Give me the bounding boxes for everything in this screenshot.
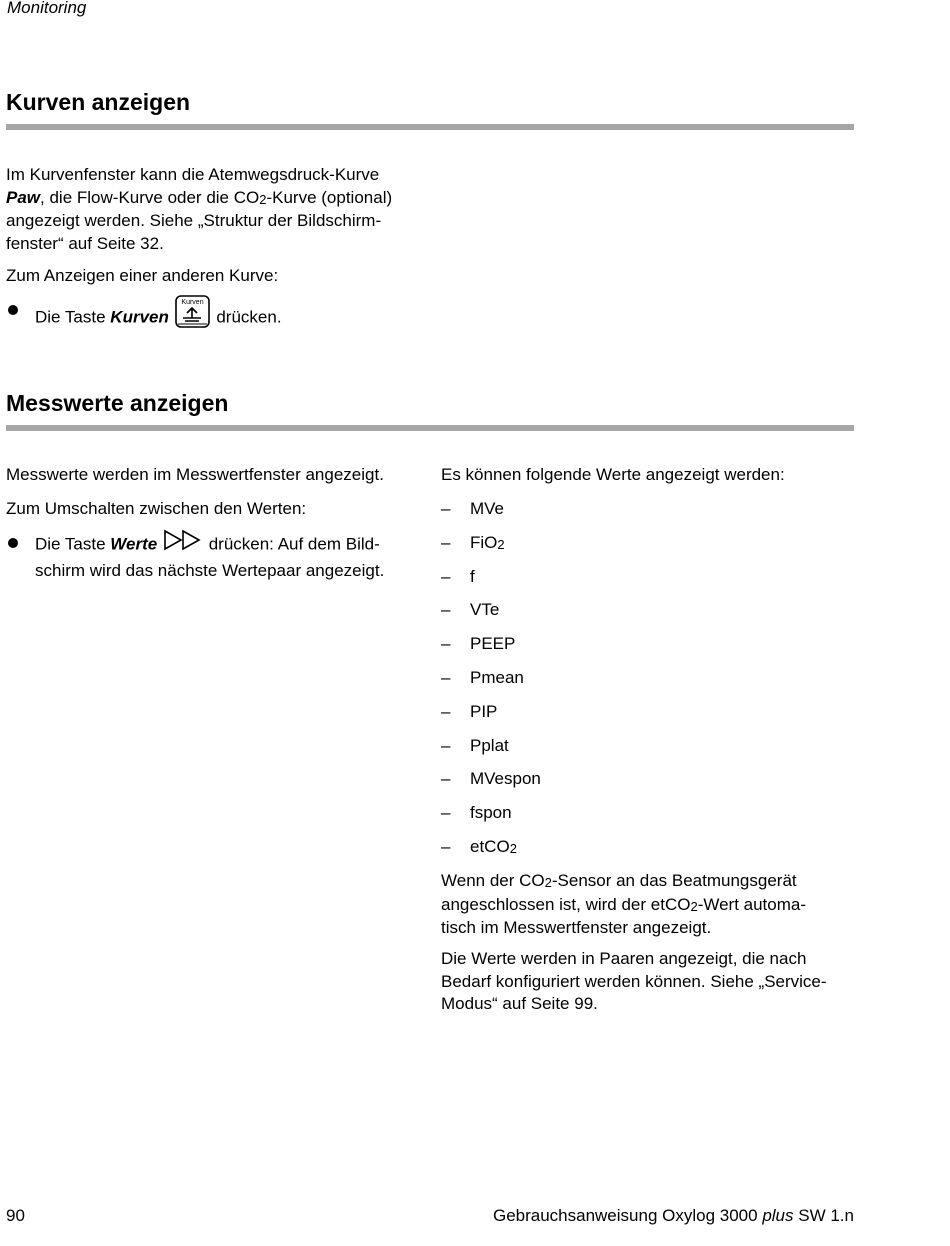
messwerte-right-p2 — [441, 870, 861, 940]
subscript: 2 — [544, 875, 552, 890]
value-list-item — [441, 633, 515, 655]
messwerte-bullet — [35, 531, 435, 582]
text-line: tisch im Messwertfenster angezeigt. — [441, 918, 712, 937]
value-name: PEEP — [470, 634, 516, 654]
text-fragment: , die Flow-Kurve oder die CO — [40, 187, 260, 207]
heading-rule — [6, 425, 854, 431]
value-name: etCO — [470, 837, 510, 856]
kurven-paragraph-2: Zum Anzeigen einer anderen Kurve: — [6, 266, 279, 285]
key-name-kurven: Kurven — [110, 307, 169, 327]
text-line — [441, 894, 861, 918]
section-label: Monitoring — [7, 0, 87, 17]
text-line: Im Kurvenfenster kann die Atemwegsdruck-Kurve — [6, 165, 380, 184]
subscript: 2 — [259, 191, 267, 207]
list-dash: – — [441, 532, 451, 552]
heading-messwerte: Messwerte anzeigen — [6, 390, 229, 416]
text-fragment: plus — [762, 1206, 794, 1225]
value-name: Pplat — [470, 735, 509, 755]
page-number: 90 — [6, 1206, 25, 1225]
value-name: FiO — [470, 532, 498, 552]
value-name: f — [470, 566, 475, 586]
value-name: VTe — [470, 600, 500, 620]
text-line: Die Werte werden in Paaren angezeigt, die nach — [441, 949, 807, 968]
subscript: 2 — [509, 841, 517, 856]
key-name-werte: Werte — [110, 534, 158, 554]
document-title — [493, 1206, 854, 1226]
paw-term: Paw — [6, 187, 41, 207]
text-line: fenster“ auf Seite 32. — [6, 233, 164, 253]
heading-kurven: Kurven anzeigen — [6, 89, 191, 115]
subscript: 2 — [497, 536, 505, 552]
list-dash: – — [441, 735, 451, 755]
list-dash: – — [441, 499, 451, 518]
kurven-key-label: Kurven — [181, 299, 204, 306]
messwerte-left-p2: Zum Umschalten zwischen den Werten: — [6, 499, 307, 518]
text-fragment: Die Taste — [35, 307, 106, 327]
value-list-item — [441, 802, 512, 824]
bullet-dot — [8, 305, 18, 315]
text-line: schirm wird das nächste Wertepaar angezeigt. — [35, 560, 385, 580]
text-fragment: Die Taste — [35, 534, 106, 554]
text-fragment: drücken. — [216, 307, 282, 327]
messwerte-right-intro: Es können folgende Werte angezeigt werden: — [441, 465, 785, 484]
list-dash: – — [441, 803, 451, 823]
kurven-key-icon — [174, 295, 212, 336]
value-list-item — [441, 532, 505, 555]
text-fragment: Gebrauchsanweisung Oxylog 3000 — [492, 1206, 758, 1225]
value-list-item — [441, 566, 475, 588]
text-line — [6, 187, 426, 211]
value-list-item — [441, 768, 541, 790]
text-fragment: -Sensor an das Beatmungsgerät — [551, 871, 797, 890]
value-name: MVespon — [470, 769, 541, 789]
heading-rule — [6, 124, 854, 130]
text-line — [441, 870, 861, 894]
value-list-item — [441, 498, 504, 520]
subscript: 2 — [690, 898, 698, 914]
list-dash: – — [441, 837, 451, 856]
text-fragment: Wenn der CO — [441, 871, 545, 890]
value-name: fspon — [470, 803, 512, 823]
list-dash: – — [441, 600, 451, 620]
kurven-paragraph-1 — [6, 164, 426, 255]
value-list-item — [441, 701, 497, 723]
text-fragment: angeschlossen ist, wird der etCO — [441, 894, 691, 914]
text-fragment: SW 1.n — [798, 1206, 854, 1225]
list-dash: – — [441, 769, 451, 789]
messwerte-right-p3 — [441, 948, 861, 1016]
text-fragment: drücken: Auf dem Bild- — [208, 534, 380, 554]
text-line: Bedarf konfiguriert werden können. Siehe „Service- — [441, 971, 827, 991]
value-list-item — [441, 667, 524, 689]
kurven-bullet — [35, 298, 282, 339]
list-dash: – — [441, 668, 451, 687]
text-line: angezeigt werden. Siehe „Struktur der Bildschirm- — [6, 211, 382, 230]
bullet-dot — [8, 538, 18, 548]
text-fragment: -Kurve (optional) — [266, 187, 393, 207]
list-dash: – — [441, 566, 451, 586]
value-name: MVe — [470, 499, 505, 518]
value-name: PIP — [470, 701, 498, 721]
value-list-item — [441, 735, 509, 757]
text-line: Modus“ auf Seite 99. — [441, 994, 598, 1013]
text-fragment: -Wert automa- — [697, 894, 807, 914]
list-dash: – — [441, 634, 451, 654]
value-list-item — [441, 599, 499, 621]
value-list-item — [441, 836, 517, 859]
text-line — [35, 531, 435, 560]
value-name: Pmean — [470, 668, 524, 687]
list-dash: – — [441, 701, 451, 721]
messwerte-left-p1: Messwerte werden im Messwertfenster angezeigt. — [6, 465, 384, 484]
werte-key-icon — [162, 529, 204, 558]
